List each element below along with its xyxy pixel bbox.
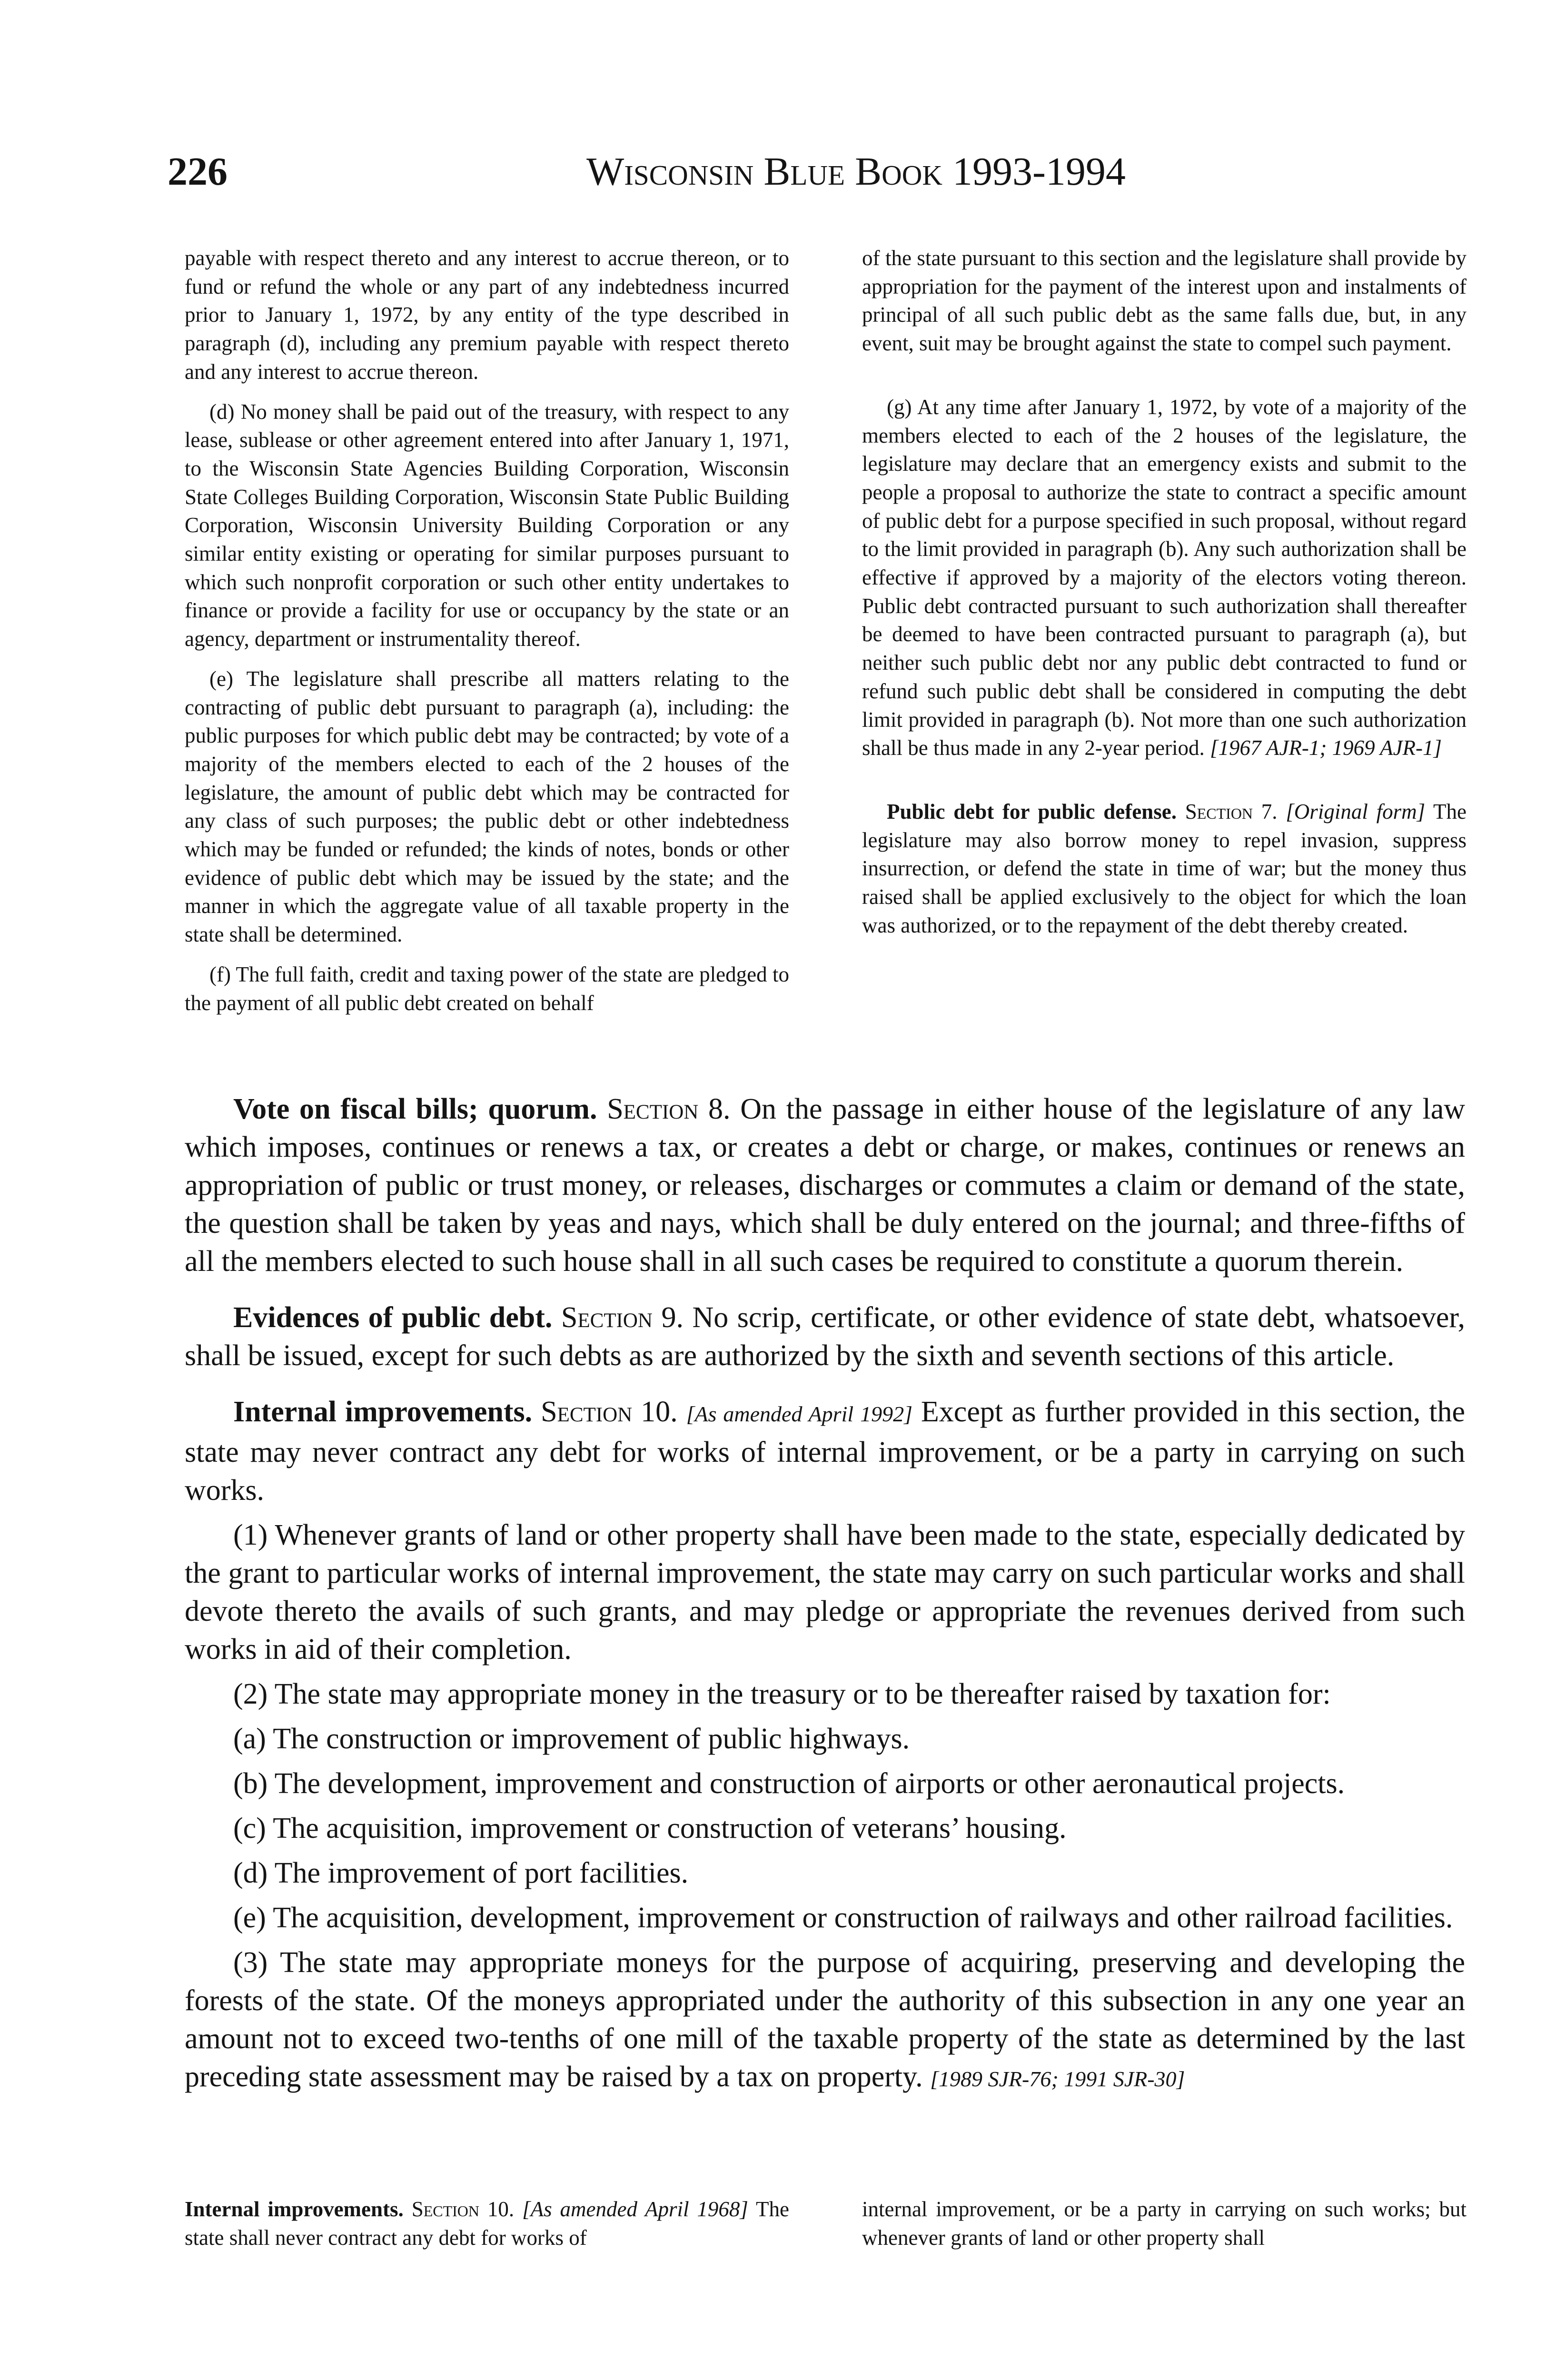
old-section-10-paragraph	[185, 2195, 789, 2252]
section-9	[185, 1299, 1465, 1375]
left-column	[185, 244, 789, 1017]
old-section-10-text-right: internal improvement, or be a party in carrying on such works; but whenever grants of land or other property shall	[862, 2197, 1467, 2250]
old-section-10-text-left: The state shall never contract any debt for works of	[185, 2197, 790, 2250]
main-text	[185, 1090, 1465, 2098]
running-title: Wisconsin Blue Book 1993-1994	[586, 149, 1126, 194]
section-10-subsection-2: (2) The state may appropriate money in the treasury or to be thereafter raised by taxation for:	[233, 1678, 1331, 1710]
old-section-10-note: [As amended April 1968]	[522, 2197, 748, 2221]
section-10-item-d: (d) The improvement of port facilities.	[233, 1857, 689, 1889]
section-10-subsection-3	[185, 1944, 1465, 2098]
section-8-text: On the passage in either house of the legislature of any law which imposes, continues or renews a tax, or creates a debt or charge, or makes, continues or renews an appropriation of public or trust money, or releases, discharges or commutes a claim or demand of the state, the question shall be taken by yeas and nays, which shall be duly entered on the journal; and three-fifths of all the members elected to such house shall in all such cases be required to constitute a quorum therein.	[185, 1093, 1465, 1278]
paragraph-e: (e) The legislature shall prescribe all matters relating to the contracting of public debt pursuant to paragraph (a), including: the public purposes for which public debt may be contracted; by vote of a majority of the members elected to each of the 2 houses of the legislature, the amount of public debt which may be contracted for any class of such purposes; the public debt or other indebtedness which may be funded or refunded; the kinds of notes, bonds or other evidence of public debt which may be issued by the state; and the manner in which the aggregate value of all taxable property in the state shall be determined.	[185, 666, 789, 947]
section-7	[862, 798, 1467, 940]
paragraph-f-continued: of the state pursuant to this section and the legislature shall provide by appropriation for the payment of the interest upon and instalments of principal of all such public debt as the same falls due, but, in any event, suit may be brought against the state to compel such payment.	[862, 246, 1467, 356]
page-number: 226	[168, 149, 228, 194]
section-10-item-c: (c) The acquisition, improvement or construction of veterans’ housing.	[233, 1812, 1067, 1844]
paragraph-g	[862, 393, 1467, 763]
section-10-label: Section 10.	[541, 1396, 678, 1428]
paragraph-g-note: [1967 AJR-1; 1969 AJR-1]	[1210, 736, 1442, 760]
section-10-item-b: (b) The development, improvement and construction of airports or other aeronautical projects.	[233, 1767, 1345, 1800]
section-9-text: No scrip, certificate, or other evidence of state debt, whatsoever, shall be issued, except for such debts as are authorized by the sixth and seventh sections of this article.	[185, 1301, 1466, 1372]
paragraph-c-continued: payable with respect thereto and any interest to accrue thereon, or to fund or refund the whole or any part of any indebtedness incurred prior to January 1, 1972, by any entity of the type described in paragraph (d), including any premium payable with respect thereto and any interest to accrue thereon.	[185, 246, 789, 384]
section-8-label: Section 8.	[607, 1093, 731, 1125]
section-10-item-e: (e) The acquisition, development, improvement or construction of railways and other railroad facilities.	[233, 1902, 1453, 1934]
page-header	[168, 149, 1466, 201]
section-10-note: [As amended April 1992]	[686, 1402, 912, 1426]
section-7-label: Section 7.	[1185, 799, 1278, 823]
section-10-subsection-3-note: [1989 SJR-76; 1991 SJR-30]	[930, 2067, 1185, 2091]
old-section-10-left	[185, 2195, 789, 2252]
section-10-subsection-3-text: (3) The state may appropriate moneys for the purpose of acquiring, preserving and developing the forests of the state. Of the moneys appropriated under the authority of this subsection in any one year an amount not to exceed two-tenths of one mill of the taxable property of the state as determined by the last preceding state assessment may be raised by a tax on property.	[185, 1946, 1465, 2093]
section-7-note: [Original form]	[1286, 799, 1426, 823]
section-8-title: Vote on fiscal bills; quorum.	[233, 1093, 597, 1125]
section-9-title: Evidences of public debt.	[233, 1301, 553, 1334]
section-10-text: Except as further provided in this section, the state may never contract any debt for works of internal improvement, or be a party in carrying on such works.	[185, 1396, 1465, 1507]
paragraph-g-text: (g) At any time after January 1, 1972, by vote of a majority of the members elected to each of the 2 houses of the legislature, the legislature may declare that an emergency exists and submit to the people a proposal to authorize the state to contract a specific amount of public debt for a purpose specified in such proposal, without regard to the limit provided in paragraph (b). Any such authorization shall be effective if approved by a majority of the electors voting thereon. Public debt contracted pursuant to such authorization shall thereafter be deemed to have been contracted pursuant to paragraph (a), but neither such public debt nor any public debt contracted to fund or refund such public debt shall be considered in computing the debt limit provided in paragraph (b). Not more than one such authorization shall be thus made in any 2-year period.	[862, 395, 1467, 760]
old-section-10-title: Internal improvements.	[185, 2197, 404, 2221]
paragraph-f: (f) The full faith, credit and taxing power of the state are pledged to the payment of all public debt created on behalf	[185, 962, 789, 1015]
right-column	[862, 244, 1467, 940]
section-7-text: The legislature may also borrow money to repel invasion, suppress insurrection, or defend the state in time of war; but the money thus raised shall be applied exclusively to the object for which the loan was authorized, or to the repayment of the debt thereby created.	[862, 799, 1467, 937]
section-8	[185, 1090, 1465, 1280]
section-9-label: Section 9.	[561, 1301, 684, 1334]
section-10-item-a: (a) The construction or improvement of public highways.	[233, 1723, 910, 1755]
paragraph-d: (d) No money shall be paid out of the treasury, with respect to any lease, sublease or other agreement entered into after January 1, 1971, to the Wisconsin State Agencies Building Corporation, Wisconsin State Colleges Building Corporation, Wisconsin State Public Building Corporation, Wisconsin University Building Corporation or any similar entity existing or operating for similar purposes pursuant to which such nonprofit corporation or such other entity undertakes to finance or provide a facility for use or occupancy by the state or an agency, department or instrumentality thereof.	[185, 399, 789, 651]
section-10	[185, 1393, 1465, 1509]
section-10-title: Internal improvements.	[233, 1396, 533, 1428]
section-7-title: Public debt for public defense.	[887, 799, 1177, 823]
section-10-subsection-1: (1) Whenever grants of land or other property shall have been made to the state, especially dedicated by the grant to particular works of internal improvement, the state may carry on such particular works and shall devote thereto the avails of such grants, and may pledge or appropriate the revenues derived from such works in aid of their completion.	[185, 1519, 1465, 1666]
old-section-10-right	[862, 2195, 1467, 2252]
old-section-10-label: Section 10.	[411, 2197, 515, 2221]
